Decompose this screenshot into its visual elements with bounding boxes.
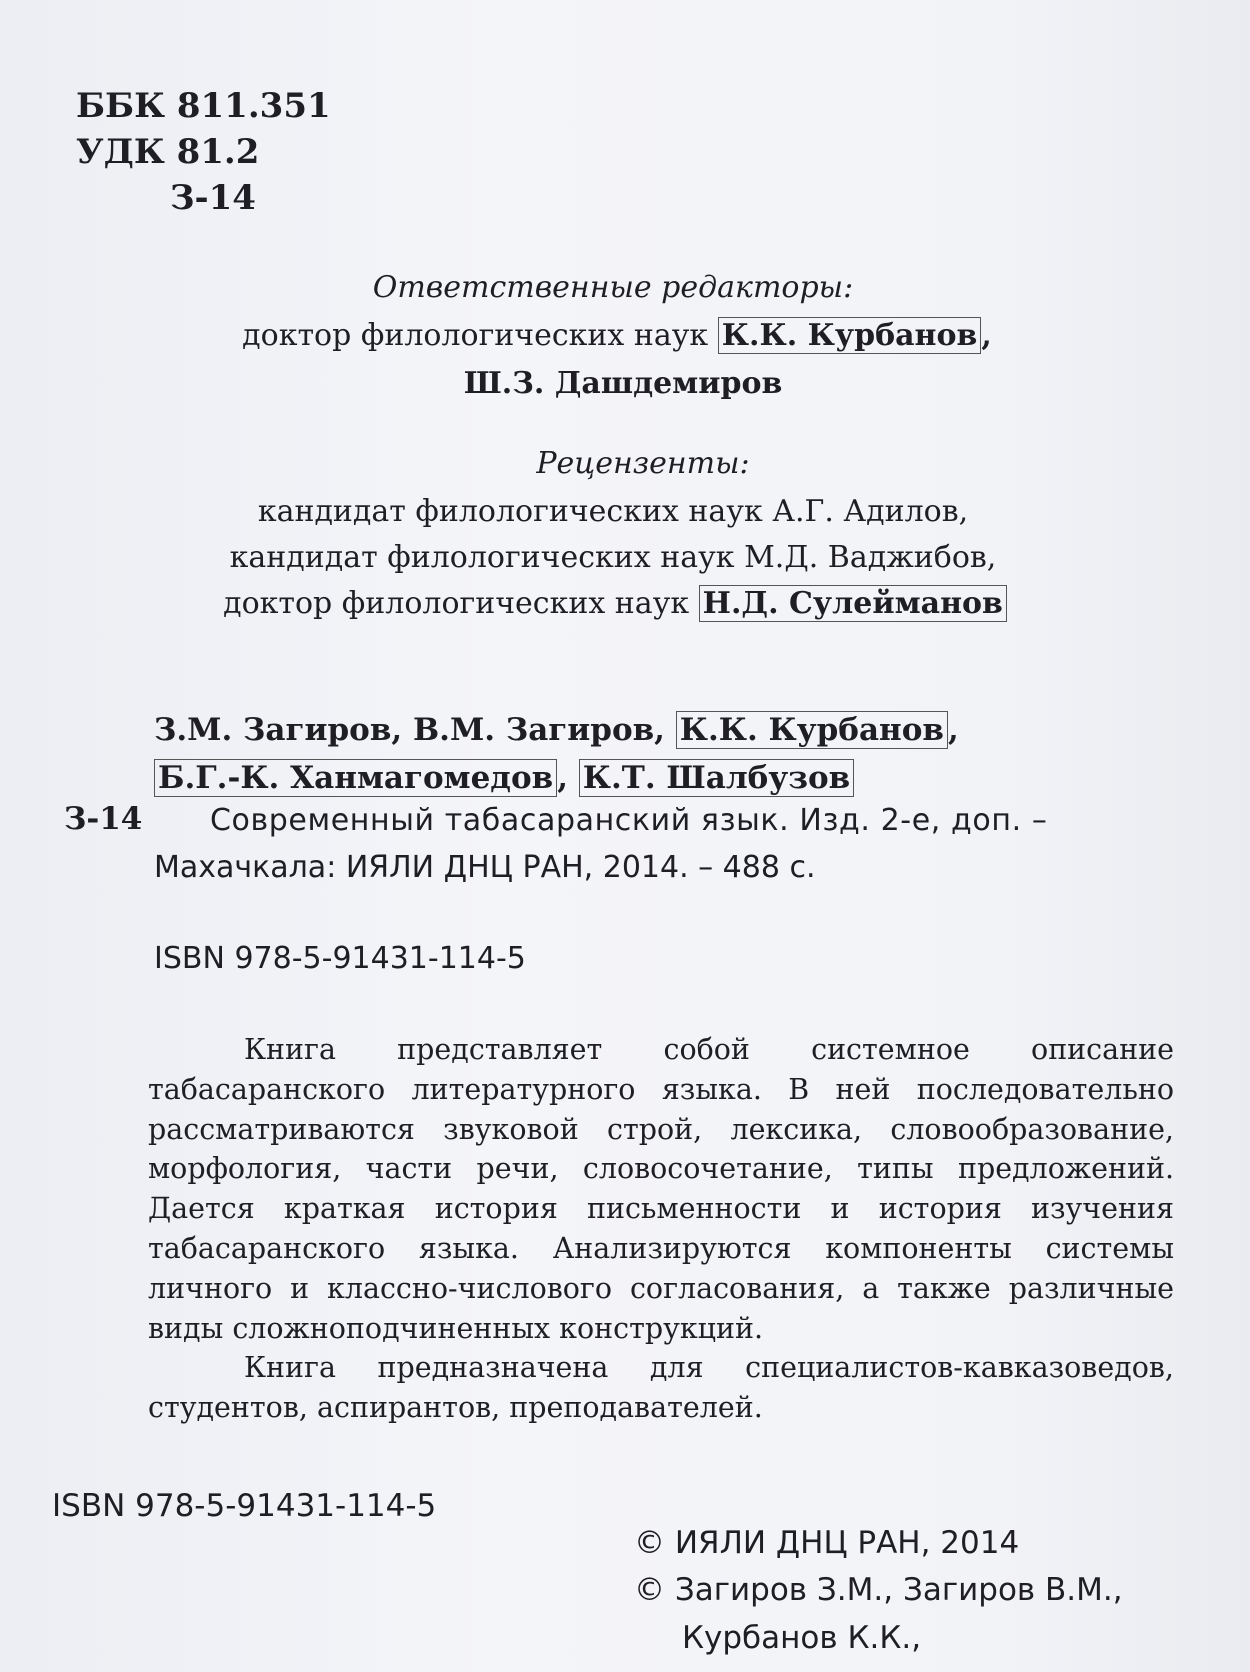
copyright-authors-1: © Загиров З.М., Загиров В.М., bbox=[634, 1572, 1123, 1608]
isbn-footer: ISBN 978-5-91431-114-5 bbox=[52, 1488, 437, 1524]
bbk-index: ББК 811.351 bbox=[76, 86, 331, 126]
book-title-line-1: Современный табасаранский язык. Изд. 2-е, доп. – bbox=[210, 803, 1048, 838]
author-shalbuzov: К.Т. Шалбузов bbox=[579, 759, 854, 797]
isbn-entry: ISBN 978-5-91431-114-5 bbox=[154, 941, 526, 976]
reviewer-degree: доктор филологических наук bbox=[223, 586, 690, 621]
comma: , bbox=[981, 318, 992, 353]
entry-code: З-14 bbox=[64, 801, 143, 837]
abstract bbox=[148, 1030, 1174, 1428]
editors-degree: доктор филологических наук bbox=[242, 318, 709, 353]
reviewer-line-3 bbox=[0, 586, 1240, 621]
author-kurbanov: К.К. Курбанов bbox=[676, 711, 948, 749]
author-mark: З-14 bbox=[170, 178, 256, 218]
editor-name-kurbanov: К.К. Курбанов bbox=[718, 317, 982, 354]
author-khanmagomedov: Б.Г.-К. Ханмагомедов bbox=[154, 759, 557, 797]
reviewer-line-2: кандидат филологических наук М.Д. Ваджибов, bbox=[229, 540, 997, 575]
editors-line-1 bbox=[0, 318, 1242, 353]
authors-line-2 bbox=[154, 760, 854, 796]
authors-line-1 bbox=[154, 712, 959, 748]
copyright-institute: © ИЯЛИ ДНЦ РАН, 2014 bbox=[634, 1525, 1020, 1561]
comma: , bbox=[947, 712, 959, 748]
udk-index: УДК 81.2 bbox=[76, 132, 260, 172]
reviewer-name-suleymanov: Н.Д. Сулейманов bbox=[699, 585, 1007, 622]
book-title-line-2: Махачкала: ИЯЛИ ДНЦ РАН, 2014. – 488 с. bbox=[154, 850, 816, 885]
abstract-paragraph-2: Книга предназначена для специалистов-кавказоведов, студентов, аспирантов, преподавателей. bbox=[148, 1351, 1174, 1425]
comma: , bbox=[557, 760, 568, 796]
reviewers-heading: Рецензенты: bbox=[536, 446, 750, 481]
editors-heading: Ответственные редакторы: bbox=[372, 270, 854, 305]
abstract-paragraph-1: Книга представляет собой системное описание табасаранского литературного языка. В ней последовательно рассматриваются звуковой строй, лексика, словообразование, морфология, части речи, словосочетание, типы предложений. Дается краткая история письменности и история изучения табасаранского языка. Анализируются компоненты системы личного и классно-числового согласования, а также различные виды сложноподчиненных конструкций. bbox=[148, 1033, 1174, 1345]
editor-name-dashdemirov: Ш.З. Дашдемиров bbox=[463, 366, 783, 401]
reviewer-line-1: кандидат филологических наук А.Г. Адилов, bbox=[257, 494, 969, 529]
authors-names: З.М. Загиров, В.М. Загиров, bbox=[154, 712, 665, 748]
copyright-authors-2: Курбанов К.К., bbox=[682, 1620, 922, 1656]
